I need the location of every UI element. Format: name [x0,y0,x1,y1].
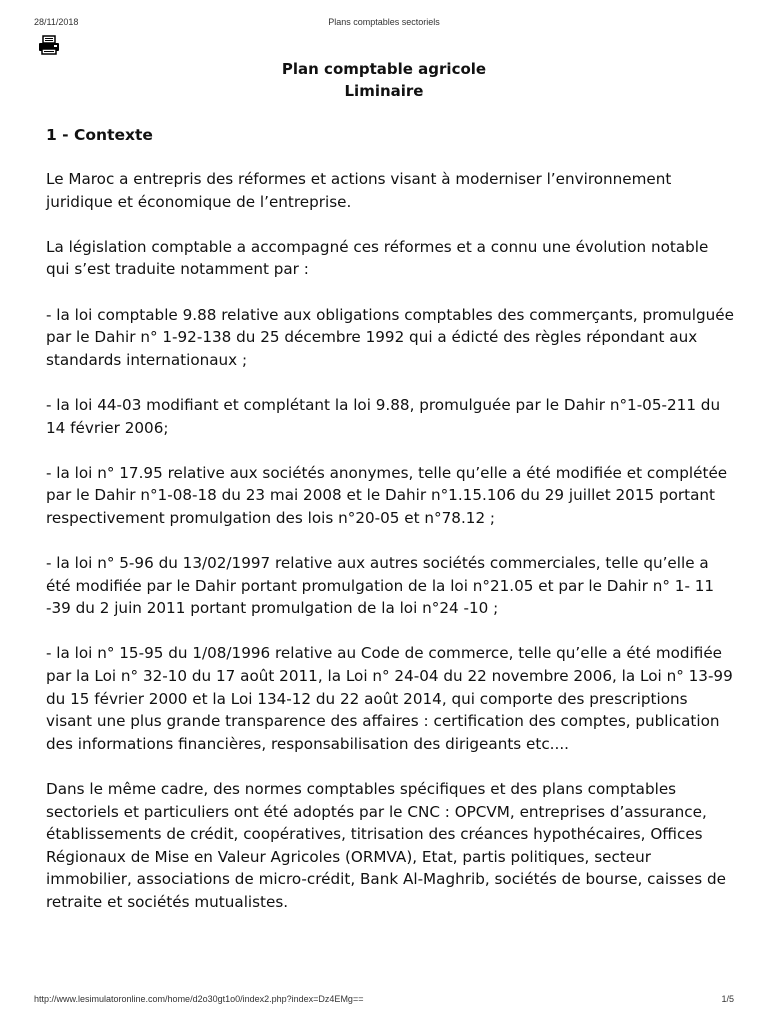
paragraph: Le Maroc a entrepris des réformes et actions visant à moderniser l’environnement juridique et économique de l’entreprise. [46,170,672,211]
list-item: - la loi 44-03 modifiant et complétant la loi 9.88, promulguée par le Dahir n°1-05-211 du 14 février 2006; [46,395,721,437]
section-title: 1 - Contexte [46,126,153,144]
print-date: 28/11/2018 [34,17,79,27]
document-title [0,58,768,102]
document-title-line2: Liminaire [344,82,424,100]
paragraph: La législation comptable a accompagné ces réformes et a connu une évolution notable qui s’est traduite notamment par : [46,237,709,279]
document-title-line1: Plan comptable agricole [281,60,487,78]
list-item: - la loi n° 5-96 du 13/02/1997 relative aux autres sociétés commerciales, telle qu’elle a été modifiée par le Dahir portant promulgation de la loi n°21.05 et par le Dahir n° 1- 11 -39 du 2 juin 2011 portant promulgation de la loi n°24 -10 ; [46,554,715,618]
page-number: 1/5 [721,994,734,1004]
printer-icon[interactable] [38,35,60,55]
page-url: http://www.lesimulatoronline.com/home/d2o30gt1o0/index2.php?index=Dz4EMg== [34,994,364,1004]
list-item: - la loi comptable 9.88 relative aux obligations comptables des commerçants, promulguée par le Dahir n° 1-92-138 du 25 décembre 1992 qui a édicté des règles répondant aux standards internationaux ; [46,305,734,369]
print-page-title: Plans comptables sectoriels [328,17,440,27]
list-item: - la loi n° 17.95 relative aux sociétés anonymes, telle qu’elle a été modifiée et complétée par le Dahir n°1-08-18 du 23 mai 2008 et le Dahir n°1.15.106 du 29 juillet 2015 portant respectivement promulgation des lois n°20-05 et n°78.12 ; [46,463,728,527]
paragraph: Dans le même cadre, des normes comptables spécifiques et des plans comptables sectoriels et particuliers ont été adoptés par le CNC : OPCVM, entreprises d’assurance, établissements de crédit, coopératives, titrisation des créances hypothécaires, Offices Régionaux de Mise en Valeur Agricoles (ORMVA), Etat, partis politiques, secteur immobilier, associations de micro-crédit, Bank Al-Maghrib, sociétés de bourse, caisses de retraite et sociétés mutualistes. [46,780,726,911]
print-footer [34,994,734,1006]
print-header [34,17,734,29]
document-body [46,124,736,936]
list-item: - la loi n° 15-95 du 1/08/1996 relative au Code de commerce, telle qu’elle a été modifiée par la Loi n° 32-10 du 17 août 2011, la Loi n° 24-04 du 22 novembre 2006, la Loi n° 13-99 du 15 février 2000 et la Loi 134-12 du 22 août 2014, qui comporte des prescriptions visant une plus grande transparence des affaires : certification des comptes, publication des informations financières, responsabilisation des dirigeants etc.... [46,644,733,753]
